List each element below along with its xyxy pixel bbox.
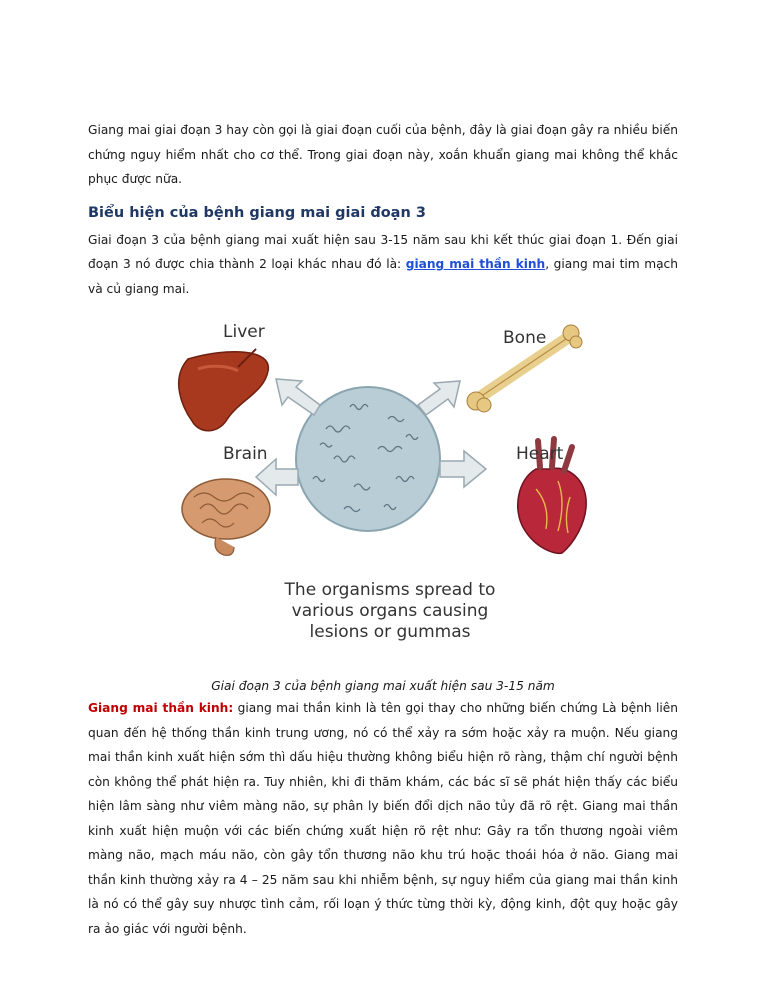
neurosyphilis-term: Giang mai thần kinh: bbox=[88, 701, 234, 715]
figure-caption: Giai đoạn 3 của bệnh giang mai xuất hiện sau 3-15 năm bbox=[211, 679, 555, 693]
types-text-after: , giang mai tim mạch và củ giang mai. bbox=[88, 257, 678, 296]
arrow-to-heart bbox=[440, 451, 486, 487]
neurosyphilis-link[interactable]: giang mai thần kinh bbox=[405, 257, 546, 271]
label-brain: Brain bbox=[223, 444, 268, 464]
arrow-to-bone bbox=[418, 381, 460, 415]
arrow-to-liver bbox=[276, 379, 320, 415]
types-text-before: Giai đoạn 3 của bệnh giang mai xuất hiện sau 3-15 năm sau khi kết thúc giai đoạn 1. Đến giai đoạn 3 nó được chia thành 2 loại khác nhau đó là: bbox=[88, 232, 678, 271]
figure-text-line3: lesions or gummas bbox=[309, 622, 471, 642]
document-page bbox=[88, 118, 678, 941]
brain-illustration bbox=[182, 479, 270, 555]
figure-text-line1: The organisms spread to bbox=[284, 580, 496, 600]
types-paragraph bbox=[88, 228, 678, 302]
label-liver: Liver bbox=[223, 322, 265, 342]
organ-diagram bbox=[88, 309, 678, 674]
arrow-to-brain bbox=[256, 459, 298, 495]
section-heading: Biểu hiện của bệnh giang mai giai đoạn 3 bbox=[88, 204, 426, 221]
neurosyphilis-body: giang mai thần kinh là tên gọi thay cho những biến chứng Là bệnh liên quan đến hệ thống thần kinh trung ương, nó có thể xảy ra sớm hoặc xảy ra muộn. Nếu giang mai thần kinh xuất hiện sớm thì dấu hiệu thường không biểu hiện rõ ràng, thậm chí người bệnh còn không thể phát hiện ra. Tuy nhiên, khi đi thăm khám, các bác sĩ sẽ phát hiện thấy các biểu hiện lâm sàng như viêm màng não, sự phân ly biến đổi dịch não tủy đã rõ rệt. Giang mai thần kinh xuất hiện muộn với các biến chứng xuất hiện rõ rệt như: Gây ra tổn thương ngoài viêm màng não, mạch máu não, còn gây tổn thương não khu trú hoặc thoái hóa ở não. Giang mai thần kinh thường xảy ra 4 – 25 năm sau khi nhiễm bệnh, sự nguy hiểm của giang mai thần kinh là nó có thể gây suy nhược tình cảm, rối loạn ý thức từng thời kỳ, động kinh, đột quỵ hoặc gây ra ảo giác với người bệnh. bbox=[88, 701, 678, 936]
organ-spread-figure bbox=[88, 309, 678, 674]
liver-illustration bbox=[179, 349, 269, 431]
neurosyphilis-paragraph bbox=[88, 696, 678, 941]
intro-paragraph: Giang mai giai đoạn 3 hay còn gọi là giai đoạn cuối của bệnh, đây là giai đoạn gây ra nhiều biến chứng nguy hiểm nhất cho cơ thể. Trong giai đoạn này, xoắn khuẩn giang mai không thể khắc phục được nữa. bbox=[88, 123, 678, 186]
label-heart: Heart bbox=[516, 444, 564, 464]
figure-text-line2: various organs causing bbox=[291, 601, 489, 621]
label-bone: Bone bbox=[503, 328, 547, 348]
